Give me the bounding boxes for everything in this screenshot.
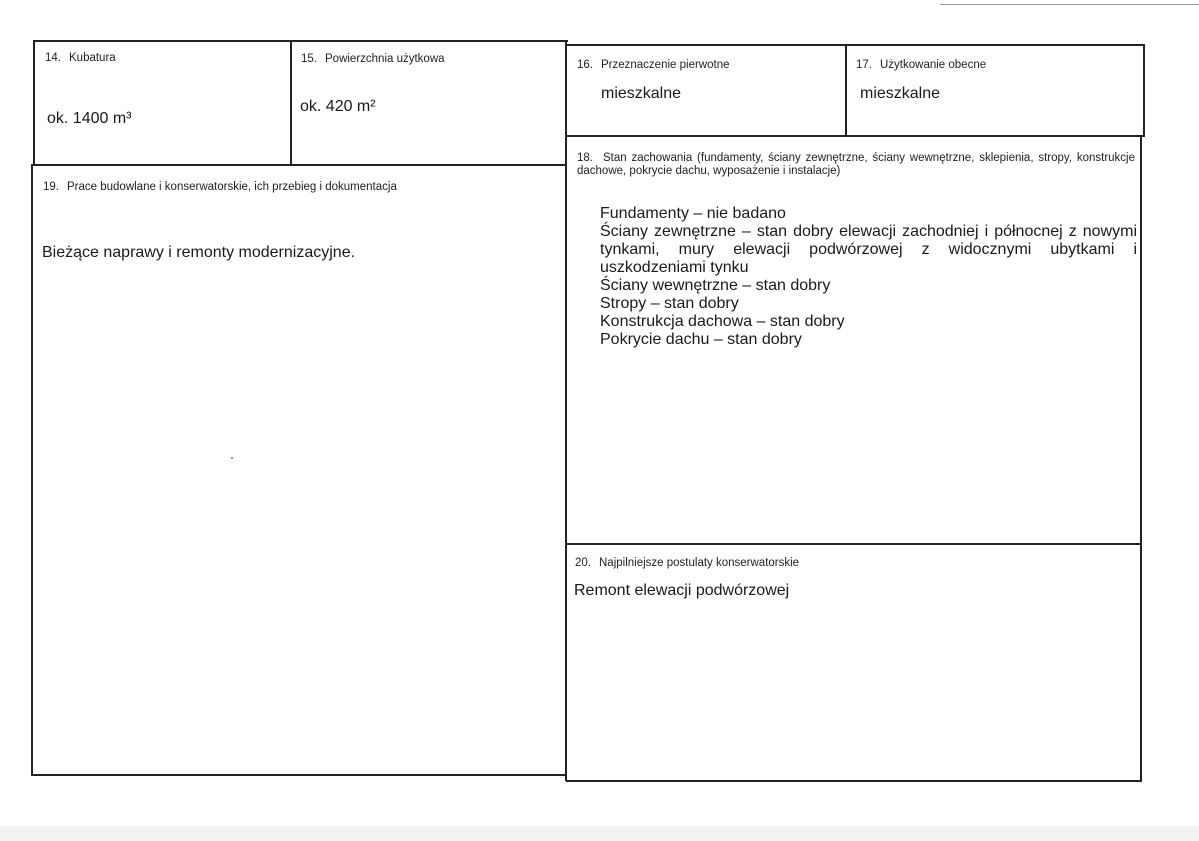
field-label: 18. Stan zachowania (fundamenty, ściany zewnętrzne, ściany wewnętrzne, sklepienia, stropy, konstrukcje dachowe, pokrycie dachu, wyposażenie i instalacje) bbox=[577, 152, 1135, 177]
field-label: 20. Najpilniejsze postulaty konserwatorskie bbox=[575, 557, 800, 569]
scan-edge-line bbox=[940, 4, 1199, 5]
condition-line: Ściany zewnętrzne – stan dobry elewacji zachodniej i północnej z nowymi tynkami, mury elewacji podwórzowej z widocznymi ubytkami i uszkodzeniami tynku bbox=[600, 223, 1137, 276]
grid-line bbox=[566, 543, 1142, 545]
field-value: Bieżące naprawy i remonty modernizacyjne. bbox=[42, 244, 356, 261]
condition-list bbox=[600, 205, 1137, 349]
condition-line: Ściany wewnętrzne – stan dobry bbox=[600, 277, 831, 294]
grid-line bbox=[31, 774, 567, 776]
field-value: mieszkalne bbox=[860, 85, 941, 102]
grid-line bbox=[566, 135, 1145, 137]
condition-line: Pokrycie dachu – stan dobry bbox=[600, 331, 802, 348]
field-label: 19. Prace budowlane i konserwatorskie, ich przebieg i dokumentacja bbox=[43, 181, 397, 193]
field-value: ok. 1400 m³ bbox=[47, 110, 132, 127]
scan-speck bbox=[231, 457, 233, 459]
grid-line bbox=[31, 164, 33, 776]
field-value: Remont elewacji podwórzowej bbox=[574, 582, 790, 599]
field-label: 14. Kubatura bbox=[45, 52, 116, 64]
grid-line bbox=[566, 780, 1141, 782]
grid-line bbox=[33, 40, 35, 166]
condition-line: Konstrukcja dachowa – stan dobry bbox=[600, 313, 845, 330]
field-value: ok. 420 m² bbox=[300, 98, 376, 115]
grid-line bbox=[33, 40, 568, 42]
field-label: 17. Użytkowanie obecne bbox=[856, 59, 987, 71]
grid-line bbox=[845, 44, 847, 137]
grid-line bbox=[290, 40, 292, 166]
grid-line bbox=[565, 40, 567, 781]
grid-line bbox=[33, 164, 566, 166]
condition-line: Fundamenty – nie badano bbox=[600, 205, 786, 222]
grid-line bbox=[1143, 44, 1145, 137]
condition-line: Stropy – stan dobry bbox=[600, 295, 739, 312]
grid-line bbox=[1140, 135, 1142, 782]
scan-bottom-band bbox=[0, 826, 1199, 841]
field-value: mieszkalne bbox=[601, 85, 682, 102]
grid-line bbox=[566, 44, 1145, 46]
field-label: 15. Powierzchnia użytkowa bbox=[301, 53, 445, 65]
field-label: 16. Przeznaczenie pierwotne bbox=[577, 59, 730, 71]
